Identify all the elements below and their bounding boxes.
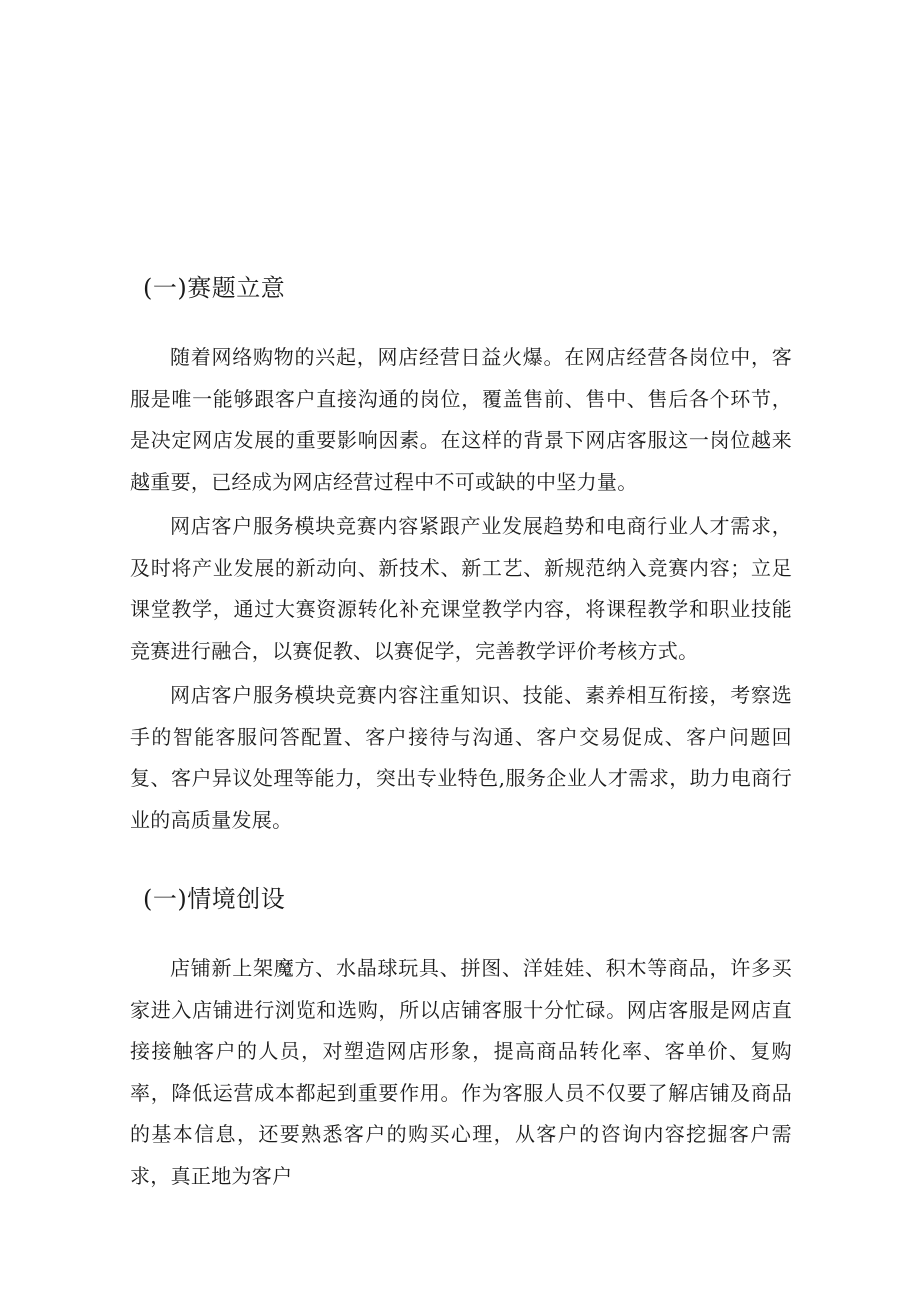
section-heading-scenario: (一)情境创设: [143, 885, 286, 913]
section-heading-purpose: (一)赛题立意: [143, 274, 286, 302]
paragraph-purpose-2: 网店客户服务模块竞赛内容紧跟产业发展趋势和电商行业人才需求，及时将产业发展的新动向、新技术、新工艺、新规范纳入竞赛内容；立足课堂教学，通过大赛资源转化补充课堂教学内容，将课程教学和职业技能竞赛进行融合，以赛促教、以赛促学，完善教学评价考核方式。: [130, 514, 792, 663]
paragraph-purpose-3: 网店客户服务模块竞赛内容注重知识、技能、素养相互衔接，考察选手的智能客服问答配置、客户接待与沟通、客户交易促成、客户问题回复、客户异议处理等能力，突出专业特色,服务企业人才需求，助力电商行业的高质量发展。: [130, 683, 792, 832]
paragraph-scenario-1: 店铺新上架魔方、水晶球玩具、拼图、洋娃娃、积木等商品，许多买家进入店铺进行浏览和选购，所以店铺客服十分忙碌。网店客服是网店直接接触客户的人员，对塑造网店形象，提高商品转化率、客单价、复购率，降低运营成本都起到重要作用。作为客服人员不仅要了解店铺及商品的基本信息，还要熟悉客户的购买心理，从客户的咨询内容挖掘客户需求，真正地为客户: [130, 956, 792, 1188]
paragraph-purpose-1: 随着网络购物的兴起，网店经营日益火爆。在网店经营各岗位中，客服是唯一能够跟客户直接沟通的岗位，覆盖售前、售中、售后各个环节，是决定网店发展的重要影响因素。在这样的背景下网店客服这一岗位越来越重要，已经成为网店经营过程中不可或缺的中坚力量。: [130, 345, 792, 494]
